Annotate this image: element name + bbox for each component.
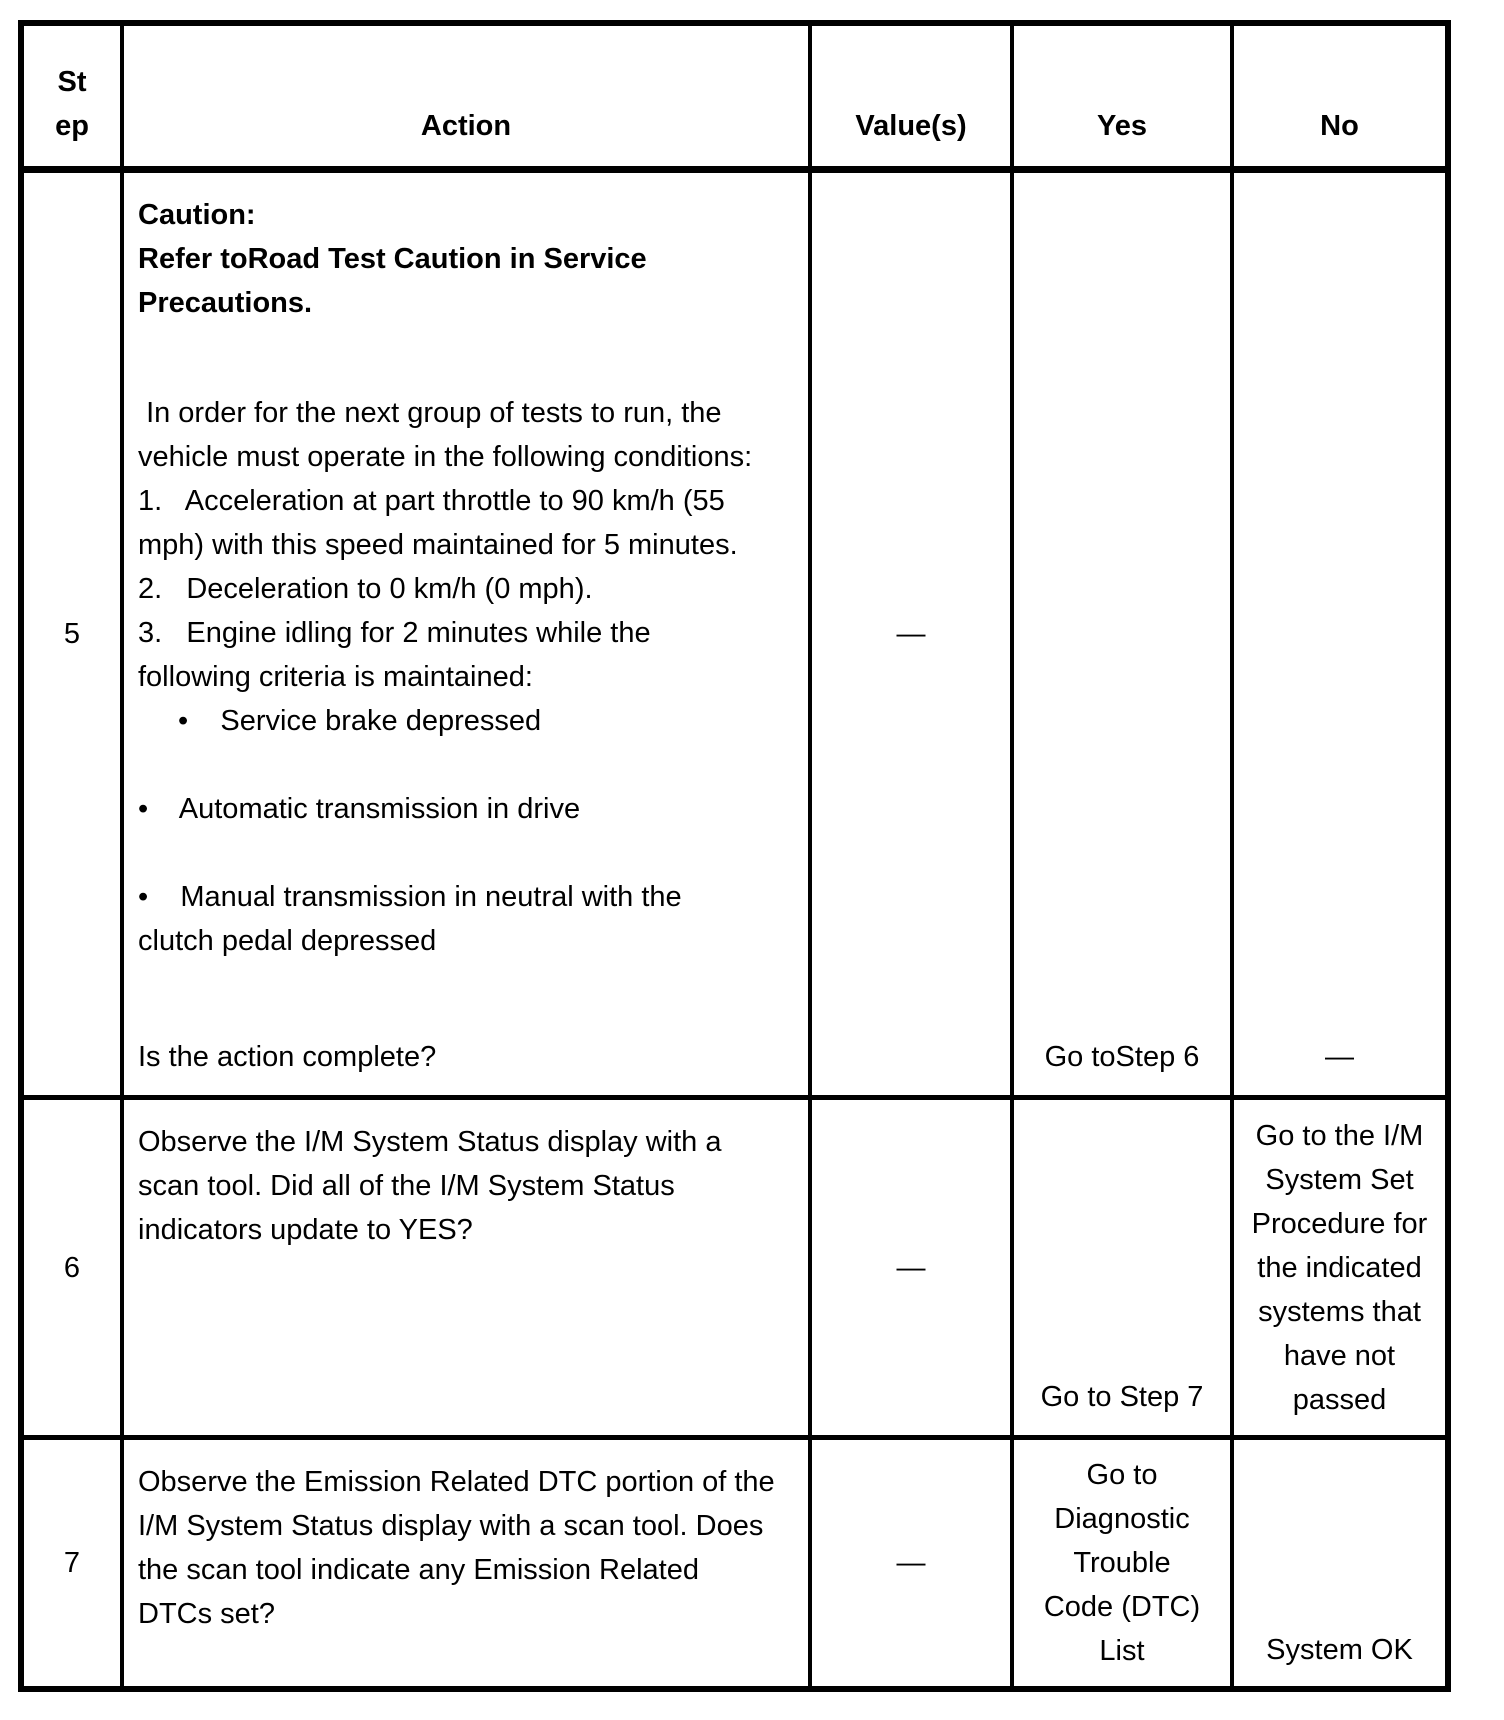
header-step-line2: ep bbox=[55, 110, 89, 142]
caution-reference-prefix: Refer toRoad Test Caution in bbox=[138, 243, 544, 275]
bullet-automatic-transmission: • Automatic transmission in drive bbox=[138, 793, 581, 825]
step6-yes-text: Go to Step 7 bbox=[1040, 1381, 1204, 1413]
step6-number-cell bbox=[24, 1095, 120, 1435]
action-line: Observe the Emission Related DTC portion of the bbox=[138, 1466, 775, 1498]
step7-action-cell bbox=[120, 1435, 808, 1686]
step7-yes-line: Diagnostic bbox=[1054, 1503, 1190, 1535]
numbered-item-3-cont: following criteria is maintained: bbox=[138, 661, 533, 693]
action-line: I/M System Status display with a scan tool. Does bbox=[138, 1510, 764, 1542]
header-action bbox=[120, 26, 808, 166]
step6-yes-cell bbox=[1010, 1095, 1230, 1435]
step-number: 5 bbox=[63, 618, 81, 650]
no-dash: — bbox=[1325, 1041, 1354, 1073]
numbered-item-1-cont: mph) with this speed maintained for 5 minutes. bbox=[138, 529, 738, 561]
bullet-manual-transmission-cont: clutch pedal depressed bbox=[138, 925, 437, 957]
step6-value-cell bbox=[808, 1095, 1010, 1435]
step6-action-cell bbox=[120, 1095, 808, 1435]
step7-yes-line: List bbox=[1099, 1635, 1145, 1667]
action-line: In order for the next group of tests to run, the bbox=[138, 397, 722, 429]
step6-no-line: Procedure for bbox=[1251, 1207, 1428, 1240]
header-no bbox=[1230, 26, 1445, 166]
action-line: Observe the I/M System Status display with a bbox=[138, 1126, 722, 1158]
step-number: 6 bbox=[63, 1251, 81, 1284]
caution-reference-line bbox=[138, 237, 800, 325]
header-values-label: Value(s) bbox=[855, 110, 967, 142]
action-line: indicators update to YES? bbox=[138, 1214, 473, 1246]
bullet-service-brake: • Service brake depressed bbox=[178, 705, 542, 737]
numbered-item-2: 2. Deceleration to 0 km/h (0 mph). bbox=[138, 573, 593, 605]
action-line: scan tool. Did all of the I/M System Status bbox=[138, 1170, 675, 1202]
action-line: the scan tool indicate any Emission Related bbox=[138, 1554, 699, 1586]
numbered-item-3: 3. Engine idling for 2 minutes while the bbox=[138, 617, 651, 649]
bullet-manual-transmission: • Manual transmission in neutral with the bbox=[138, 881, 682, 913]
step5-action-cell bbox=[120, 166, 808, 1095]
action-line: DTCs set? bbox=[138, 1598, 275, 1630]
step-number: 7 bbox=[63, 1547, 81, 1579]
step6-no-line: System Set bbox=[1265, 1163, 1414, 1196]
step7-yes-line: Go to bbox=[1086, 1459, 1158, 1491]
step5-yes-text: Go toStep 6 bbox=[1044, 1041, 1200, 1073]
value-dash: — bbox=[896, 618, 926, 650]
diagnostic-table bbox=[18, 20, 1451, 1692]
header-step bbox=[24, 26, 120, 166]
header-yes-label: Yes bbox=[1097, 110, 1147, 142]
step6-no-line: the indicated bbox=[1257, 1251, 1422, 1284]
header-values bbox=[808, 26, 1010, 166]
header-step-line1: St bbox=[57, 66, 87, 98]
caution-reference-target: Service Precautions. bbox=[138, 243, 655, 319]
step7-yes-line: Trouble bbox=[1073, 1547, 1171, 1579]
step7-yes-cell bbox=[1010, 1435, 1230, 1686]
step5-no-cell bbox=[1230, 166, 1445, 1095]
value-dash: — bbox=[896, 1251, 926, 1284]
step5-question: Is the action complete? bbox=[138, 1041, 437, 1073]
caution-heading: Caution: bbox=[138, 199, 256, 231]
value-dash: — bbox=[896, 1547, 926, 1579]
step5-value-cell bbox=[808, 166, 1010, 1095]
step7-no-cell bbox=[1230, 1435, 1445, 1686]
step6-no-line: passed bbox=[1292, 1383, 1387, 1416]
header-action-label: Action bbox=[420, 110, 512, 142]
step7-value-cell bbox=[808, 1435, 1010, 1686]
numbered-item-1: 1. Acceleration at part throttle to 90 km/h (55 bbox=[138, 485, 725, 517]
step6-no-line: have not bbox=[1283, 1339, 1396, 1372]
step5-number-cell bbox=[24, 166, 120, 1095]
step5-yes-cell bbox=[1010, 166, 1230, 1095]
step6-no-cell bbox=[1230, 1095, 1445, 1435]
header-yes bbox=[1010, 26, 1230, 166]
action-line: vehicle must operate in the following conditions: bbox=[138, 441, 753, 473]
header-no-label: No bbox=[1320, 110, 1359, 142]
step7-no-text: System OK bbox=[1266, 1634, 1413, 1666]
step7-number-cell bbox=[24, 1435, 120, 1686]
step6-no-line: Go to the I/M bbox=[1255, 1119, 1424, 1152]
step6-no-line: systems that bbox=[1258, 1295, 1421, 1328]
step7-yes-line: Code (DTC) bbox=[1043, 1591, 1201, 1623]
